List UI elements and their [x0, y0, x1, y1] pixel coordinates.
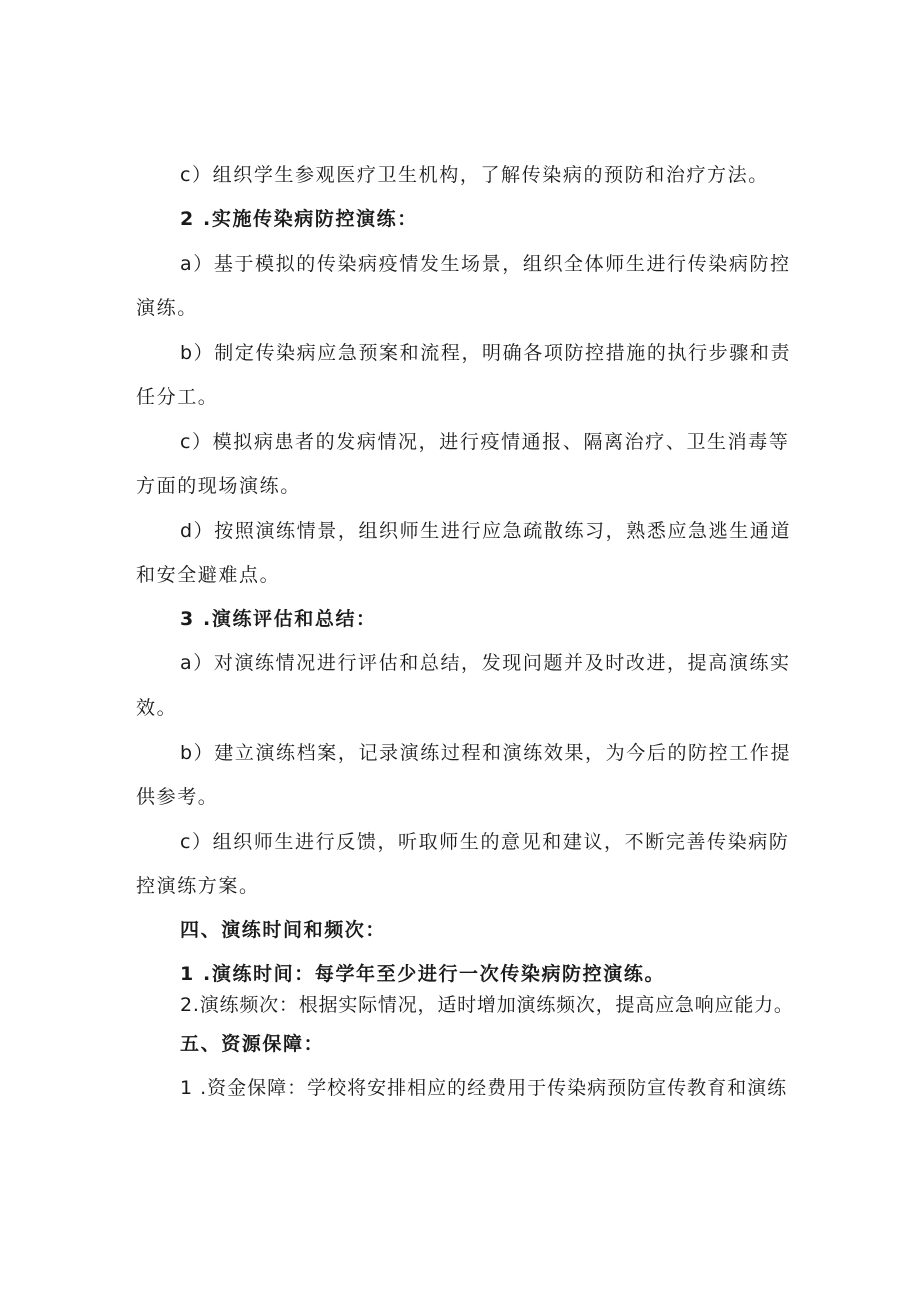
paragraph-line: 和安全避难点。 [136, 564, 281, 586]
paragraph-line: 方面的现场演练。 [136, 475, 301, 497]
paragraph-line: 演练。 [136, 297, 198, 319]
paragraph-line: b）建立演练档案，记录演练过程和演练效果，为今后的防控工作提 [180, 742, 792, 764]
paragraph-line: 控演练方案。 [136, 875, 260, 897]
paragraph-line: b）制定传染病应急预案和流程，明确各项防控措施的执行步骤和责 [180, 342, 792, 364]
section-heading: 3 .演练评估和总结： [180, 608, 377, 630]
section-heading: 四、演练时间和频次： [180, 919, 387, 941]
paragraph-line: 任分工。 [136, 386, 219, 408]
section-heading: 2 .实施传染病防控演练： [180, 208, 418, 230]
paragraph-line: a）对演练情况进行评估和总结，发现问题并及时改进，提高演练实 [180, 652, 791, 674]
paragraph-line: c）组织学生参观医疗卫生机构，了解传染病的预防和治疗方法。 [180, 164, 769, 186]
paragraph-line: 供参考。 [136, 786, 219, 808]
schedule-item-time: 1 .演练时间：每学年至少进行一次传染病防控演练。 [180, 963, 666, 985]
paragraph-line: 1 .资金保障：学校将安排相应的经费用于传染病预防宣传教育和演练 [180, 1077, 788, 1099]
schedule-item-frequency: 2.演练频次：根据实际情况，适时增加演练频次，提高应急响应能力。 [180, 994, 794, 1016]
paragraph-line: d）按照演练情景，组织师生进行应急疏散练习，熟悉应急逃生通道 [180, 520, 792, 542]
paragraph-line: a）基于模拟的传染病疫情发生场景，组织全体师生进行传染病防控 [180, 253, 791, 275]
section-heading: 五、资源保障： [180, 1033, 325, 1055]
paragraph-line: c）模拟病患者的发病情况，进行疫情通报、隔离治疗、卫生消毒等 [180, 431, 790, 453]
paragraph-line: 效。 [136, 697, 178, 719]
paragraph-line: c）组织师生进行反馈，听取师生的意见和建议，不断完善传染病防 [180, 831, 790, 853]
